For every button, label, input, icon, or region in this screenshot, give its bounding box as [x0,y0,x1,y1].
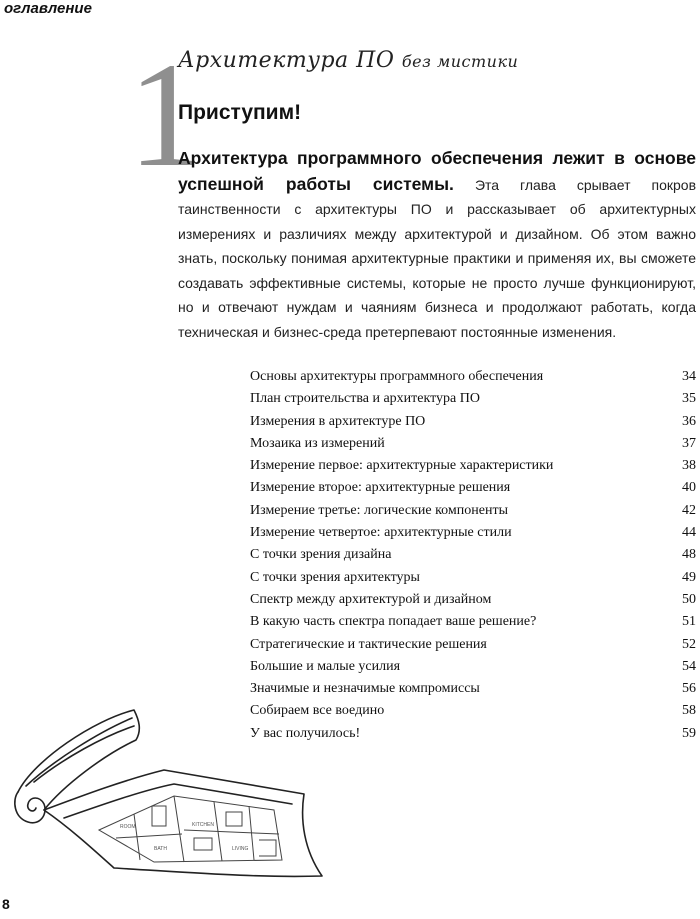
toc-entry[interactable] [250,656,696,678]
toc-entry-page: 42 [682,502,696,518]
intro-body: Эта глава срывает покров таинственности с архитектуры ПО и рассказывает об архитектурных измерениях и различиях между архитектурой и дизайном. Об этом важно знать, поскольку понимая архитектурные практики и применяя их, вы сможете создавать эффективные системы, которые не просто лучше функционируют, но и отвечают нуждам и чаяниям бизнеса и продолжают работать, когда техническая и бизнес-среда претерпевают постоянные изменения. [178,176,697,340]
toc-entry[interactable] [250,634,696,656]
toc-entry-title: Измерение первое: архитектурные характеристики [250,458,554,474]
chapter-title-small: без мистики [401,52,519,71]
toc-entry-page: 36 [682,413,696,429]
toc-entry[interactable] [250,544,696,566]
toc-entry[interactable] [250,411,696,433]
toc-entry[interactable] [250,522,696,544]
toc-entry-page: 56 [682,681,696,697]
toc-entry-title: Мозаика из измерений [250,435,385,451]
toc-entry-title: План строительства и архитектура ПО [250,391,480,407]
toc-entry-title: С точки зрения дизайна [250,547,392,563]
toc-entry-title: Собираем все воедино [250,703,385,719]
toc-entry-title: В какую часть спектра попадает ваше решение? [250,614,537,630]
chapter-title [178,48,518,73]
chapter-title-main: Архитектура ПО [178,48,395,73]
toc-entry[interactable] [250,477,696,499]
toc-entry-page: 59 [682,725,696,741]
chapter-intro [178,146,696,344]
toc-entry-page: 37 [682,435,696,451]
toc-entry-title: Значимые и незначимые компромиссы [250,681,480,697]
svg-text:ROOM: ROOM [120,824,136,830]
toc-entry[interactable] [250,433,696,455]
toc-entry-title: Основы архитектуры программного обеспечения [250,369,544,384]
intro-lead: Архитектура программного обеспечения лежит в основе успешной работы системы. [178,148,696,194]
toc-entry-page: 58 [682,703,696,719]
toc-entry-title: Большие и малые усилия [250,658,401,674]
section-heading: Приступим! [178,101,302,124]
toc-entry-title: Спектр между архитектурой и дизайном [250,591,492,607]
toc-entry-page: 49 [682,569,696,585]
toc-entry-title: Измерение второе: архитектурные решения [250,480,511,496]
toc-entry-page: 34 [682,369,696,384]
toc-entry[interactable] [250,611,696,633]
blueprint-scroll-icon [4,700,334,900]
toc-entry[interactable] [250,388,696,410]
svg-text:KITCHEN: KITCHEN [192,822,214,828]
toc-entry-page: 35 [682,391,696,407]
toc-entry[interactable] [250,589,696,611]
table-of-contents [250,366,696,745]
running-head: оглавление [4,0,92,17]
toc-entry[interactable] [250,455,696,477]
toc-entry-title: Измерения в архитектуре ПО [250,413,426,429]
toc-entry[interactable] [250,567,696,589]
toc-entry-page: 51 [682,614,696,630]
toc-entry[interactable] [250,366,696,388]
svg-text:LIVING: LIVING [232,846,249,852]
toc-entry-page: 50 [682,591,696,607]
toc-entry-page: 48 [682,547,696,563]
toc-entry-page: 38 [682,458,696,474]
svg-text:BATH: BATH [154,846,167,852]
toc-entry-title: У вас получилось! [250,725,361,741]
toc-entry-title: Измерение третье: логические компоненты [250,502,508,518]
toc-entry-title: Измерение четвертое: архитектурные стили [250,525,512,541]
toc-entry-title: Стратегические и тактические решения [250,636,487,652]
toc-entry[interactable] [250,678,696,700]
toc-entry-page: 54 [682,658,696,674]
toc-entry-page: 52 [682,636,696,652]
toc-entry-page: 44 [682,525,696,541]
page-number: 8 [2,896,10,912]
toc-entry-title: С точки зрения архитектуры [250,569,420,585]
toc-entry[interactable] [250,500,696,522]
toc-entry-page: 40 [682,480,696,496]
chapter-number: 1 [128,32,203,198]
